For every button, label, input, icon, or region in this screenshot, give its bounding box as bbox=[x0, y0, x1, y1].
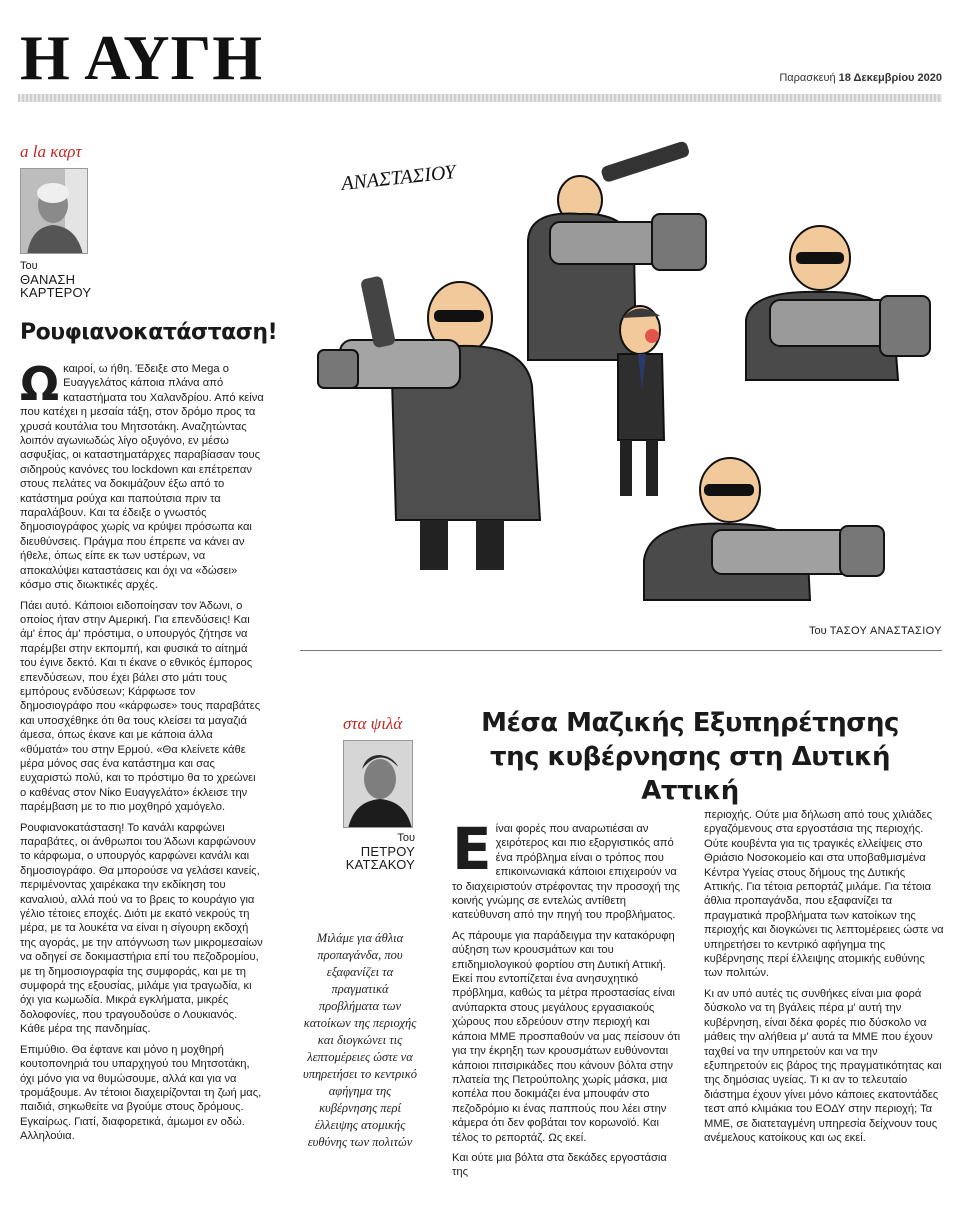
politician-figure bbox=[618, 306, 664, 496]
headline-line1: Μέσα Μαζικής Εξυπηρέτησης bbox=[481, 708, 899, 738]
issue-weekday: Παρασκευή bbox=[779, 72, 836, 84]
article-paragraph: Και ούτε μια βόλτα στα δεκάδες εργοστάσια της bbox=[452, 1151, 667, 1179]
cameraman-bottom bbox=[644, 458, 884, 600]
cameraman-left bbox=[318, 275, 540, 570]
article-paragraph: Κι αν υπό αυτές τις συνθήκες είναι μια φορά δύσκολο να τη βγάλεις πέρα μ' αυτή την κυβέρνηση, είναι δέκα φορές πιο δύσκολο να μάθεις την αλήθεια μ' αυτά τα ΜΜΕ που έχουν ταχθεί να την υπηρετούν και να την εξυπηρετούν εις βάρος της πραγματικότητας και της δημόσιας υγείας. Τι κι αν το τελευταίο διάστημα έχουν γίνει μόνο κάποιες εκατοντάδες τεστ από κλιμάκια του ΕΟΔΥ στην περιοχή; Τα ΜΜΕ, σε διατεταγμένη υπηρεσία δείχνουν τους ανέμελους κατοίκους και ως εκεί. bbox=[704, 987, 942, 1144]
article-body bbox=[20, 357, 264, 1150]
byline-prefix: Του bbox=[397, 832, 415, 844]
article-headline: Ρουφιανοκατάσταση! bbox=[20, 320, 278, 345]
headline-line2: της κυβέρνησης στη Δυτική Αττική bbox=[489, 742, 891, 806]
issue-date bbox=[779, 72, 942, 84]
author-name-line1: ΠΕΤΡΟΥ bbox=[360, 844, 415, 859]
paragraph-text: ίναι φορές που αναρωτιέσαι αν χειρότερος και πιο εξοργιστικός από ένα πρόβλημα είναι ο τρόπος που επικοινωνιακά κάποιοι επιχειρούν να το διαχειριστούν στρέφοντας την προσοχή της κοινής γνώμης σε εντελώς αντίθετη κατεύθυνση από την πηγή του προβλήματος. bbox=[452, 823, 680, 922]
author-photo bbox=[20, 168, 88, 254]
article-paragraph: Πάει αυτό. Κάποιοι ειδοποίησαν τον Άδωνι, ο οποίος ήταν στην Αμερική. Για επενδύσεις! Και άμ' έπος άμ' πρόστιμα, ο υπουργός ζήτησε να παρέμβει στην εκπομπή, και φυσικά το αίτημά του έγινε δεκτό. Και τι έκανε ο εθνικός έμπορος επενδύσεων, που έχει βάλει στο μάτι τους εμπόρους ενδύσεων; Κάρφωσε τον δημοσιογράφο που «κάρφωσε» τους παραβάτες και υποσχέθηκε ότι θα τους κλείσει τα μαγαζιά άμεσα, όπως έκανε και με κάποια άλλα «θύματά» του στην Ερμού. «Θα κλείνετε κάθε μέρα μόνος σας ένα κατάστημα και σας ευχαριστώ πολύ, και το πρόστιμο θα το χρεώνει ο καθένας στον Νίκο Ευαγγελάτο» έκλεισε την παρέμβαση με το πιο μοχθηρό χαμόγελο. bbox=[20, 599, 261, 814]
article-paragraph: περιοχής. Ούτε μια δήλωση από τους χιλιάδες εργαζόμενους στα εργοστάσια της περιοχής. Ούτε κουβέντα για τις τραγικές ελλείψεις στο Θριάσιο Νοσοκομείο και στα υποβαθμισμένα Κέντρα Υγείας στους δήμους της Δυτικής Αττικής. Για τέτοια ρεπορτάζ μιλάμε. Για τέτοια άθλια προπαγάνδα, που εξαφανίζει τα πραγματικά προβλήματα των κατοίκων της περιοχής και διογκώνει τις λεπτομέρειες ώστε να υπηρετήσει το κεντρικό αφήγημα της κυβέρνησης περί έλλειψης ατομικής ευθύνης των πολιτών. bbox=[704, 809, 944, 980]
cartoon-illustration-icon bbox=[300, 140, 950, 608]
paragraph-text: καιροί, ω ήθη. Έδειξε στο Mega ο Ευαγγελάτος κάποια πλάνα από καταστήματα του Χαλανδρίου. Από κείνα που κατέχει η μεσαία τάξη, στον δρόμο προς τα χρυσά κουτάλια του Μητσοτάκη. Αναζητώντας λοιπόν αγωνιωδώς λίγο οξυγόνο, εν μέσω ασφυξίας, οι καταστηματάρχες παραβίασαν τους σιδηρούς κανόνες του lockdown και επέτρεπαν στους πελάτες να δοκιμάζουν έξω από το κατάστημα ρούχα και παπούτσια πριν τα παραλάβουν. Και τα έδειξε ο γνωστός δημοσιογράφος χωρίς να κρύψει πρόσωπα και διευθύνσεις. Πράγμα που έπρεπε να κάνει αν ήθελε, όπως είπε εκ των υστέρων, να αποκαλύψει καταστάσεις και όχι να «δώσει» κόσμο στις διωκτικές αρχές. bbox=[20, 363, 264, 592]
section-kicker: a la καρτ bbox=[20, 142, 82, 161]
credit-prefix: Του bbox=[809, 625, 827, 637]
section-kicker-2: στα ψιλά bbox=[343, 714, 403, 733]
article-paragraph bbox=[452, 815, 686, 923]
cartoon-credit bbox=[809, 625, 942, 637]
author-byline bbox=[20, 260, 91, 299]
issue-full-date: 18 Δεκεμβρίου 2020 bbox=[838, 72, 942, 84]
drop-cap: Ω bbox=[20, 357, 60, 411]
author-portrait-icon bbox=[344, 741, 413, 828]
author-name-line1: ΘΑΝΑΣΗ bbox=[20, 272, 76, 287]
author-name-line2: ΚΑΤΣΑΚΟΥ bbox=[345, 857, 415, 872]
cameraman-back bbox=[528, 140, 706, 360]
editorial-cartoon bbox=[300, 140, 950, 608]
pull-quote: Μιλάμε για άθλια προπαγάνδα, που εξαφανίζει τα πραγματικά προβλήματα των κατοίκων της περιοχής και διογκώνει τις λεπτομέρειες ώστε να υπηρετήσει το κεντρικό αφήγημα της κυβέρνησης περί έλλειψης ατομικής ευθύνης των πολιτών bbox=[302, 931, 417, 1149]
drop-cap: Ε bbox=[452, 815, 492, 883]
article-headline-2 bbox=[440, 706, 940, 808]
article-body-col2 bbox=[704, 808, 944, 1151]
cartoonist-name: ΤΑΣΟΥ ΑΝΑΣΤΑΣΙΟΥ bbox=[829, 625, 942, 637]
author-portrait-icon bbox=[21, 169, 88, 254]
cameraman-right bbox=[746, 226, 930, 380]
article-paragraph: Επιμύθιο. Θα έφτανε και μόνο η μοχθηρή κουτοπονηριά του υπαρχηγού του Μητσοτάκη, όχι μόνο για να θυμώσουμε, αλλά και για να τρομάξουμε. Αν τέτοιοι διαχειρίζονται τη ζωή μας, παιδιά, σηκωθείτε να βγούμε στους δρόμους. Εγκαίρως. Γιατί, διαφορετικά, άμωμοι εν οδώ. Αλληλούια. bbox=[20, 1043, 262, 1143]
section-divider bbox=[300, 650, 942, 651]
article-paragraph: Ας πάρουμε για παράδειγμα την κατακόρυφη αύξηση των κρουσμάτων και του επιδημιολογικού φορτίου στη Δυτική Αττική. Εκεί που εντοπίζεται ένα ανησυχητικό πρόβλημα, καθώς τα μέτρα προστασίας είναι ανύπαρκτα στους μεγάλους εργασιακούς χώρους που εδρεύουν στην περιοχή και κάποια ΜΜΕ προσπαθούν να μας πείσουν ότι για την έκρηξη των κρουσμάτων ευθύνονται κάποιοι πιτσιρικάδες που κάνουν βόλτα στην πλατεία της Πετρούπολης χωρίς μάσκα, μια κοπέλα που δοκιμάζει ένα μπουφάν στο πεζοδρόμιο κι ένας παππούς που λέει στην κάμερα ότι δεν φοβάται τον κορωνοϊό. Και τέλος το ρεπορτάζ. Ως εκεί. bbox=[452, 929, 681, 1144]
byline-prefix: Του bbox=[20, 260, 38, 272]
article-body-col1 bbox=[452, 815, 686, 1186]
article-paragraph bbox=[20, 357, 264, 593]
masthead: Η ΑΥΓΗ bbox=[20, 22, 263, 93]
header-rule bbox=[18, 94, 942, 102]
author-photo-2 bbox=[343, 740, 413, 828]
cartoon-signature: ΑΝΑΣΤΑΣΙΟΥ bbox=[340, 161, 457, 195]
author-name-line2: ΚΑΡΤΕΡΟΥ bbox=[20, 285, 92, 300]
author-byline-2 bbox=[346, 832, 415, 871]
article-paragraph: Ρουφιανοκατάσταση! Το κανάλι καρφώνει παραβάτες, οι άνθρωποι του Άδωνι καρφώνουν το κάρφωμα, ο υπουργός καρφώνει κανάλι και δημοσιογράφο. Θα μπορούσε να γελάσει κανείς, περιμένοντας χαιρέκακα την εκδίκηση του καναλιού, αλλά πού να το βρεις το κουράγιο για γέλιο τέτοιες εποχές. Διότι με εκατό νεκρούς τη μέρα, με τα λουκέτα να είναι η σίγουρη εκδοχή της αγοράς, με την απόγνωση των μικρομεσαίων να οδηγεί σε δοκιμαστήρια επί του πεζοδρομίου, με τη δημοσιογραφία της συμφοράς, και με τη συμφορά της εξουσίας, μιλάμε για τραγωδία, κι όχι για κωμωδία. Μικρά εγκλήματα, μικρές δολοφονίες, που τραγουδούσε ο Λουκιανός. Κάθε μέρα της πανδημίας. bbox=[20, 821, 263, 1036]
